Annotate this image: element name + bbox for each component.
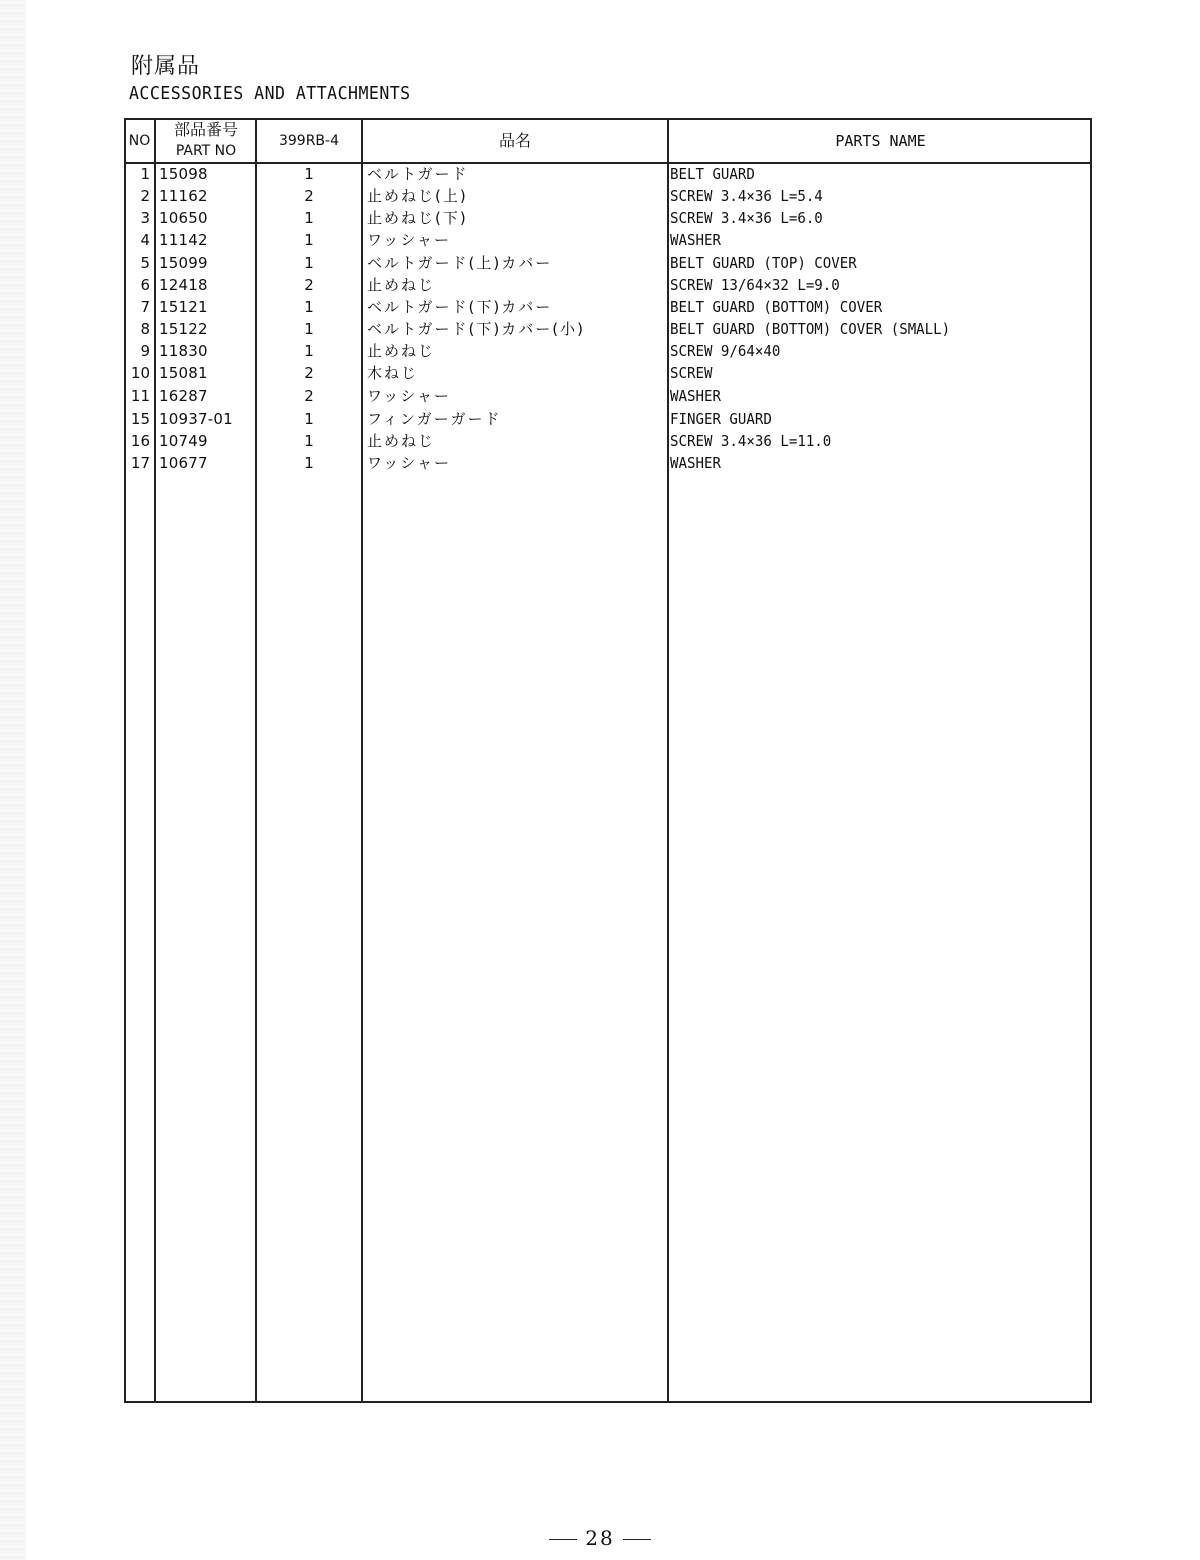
part-name-english: SCREW 9/64×40 <box>670 342 781 360</box>
part-number: 11142 <box>159 231 208 249</box>
part-name-english: WASHER <box>670 387 721 405</box>
quantity: 1 <box>304 209 314 227</box>
quantity: 2 <box>304 187 314 205</box>
row-number: 11 <box>130 387 150 405</box>
part-number: 11830 <box>159 342 208 360</box>
part-number: 10650 <box>159 209 208 227</box>
part-number: 12418 <box>159 276 208 294</box>
part-name-english: WASHER <box>670 231 721 249</box>
table-row <box>124 452 1092 474</box>
table-row <box>124 385 1092 407</box>
header-part-no-english: PART NO <box>175 143 237 159</box>
part-number: 10749 <box>159 432 208 450</box>
quantity: 2 <box>304 387 314 405</box>
row-number: 9 <box>140 342 150 360</box>
quantity: 1 <box>304 165 314 183</box>
table-row <box>124 229 1092 251</box>
part-number: 15122 <box>159 320 208 338</box>
part-number: 16287 <box>159 387 208 405</box>
row-number: 15 <box>130 410 150 428</box>
part-name-english: BELT GUARD (TOP) COVER <box>670 254 857 272</box>
page-number-left-dash <box>549 1539 577 1540</box>
row-number: 3 <box>140 209 150 227</box>
part-number: 10677 <box>159 454 208 472</box>
table-row <box>124 340 1092 362</box>
table-row <box>124 408 1092 430</box>
row-number: 7 <box>140 298 150 316</box>
part-name-japanese: ベルトガード(上)カバー <box>367 254 553 272</box>
page-number-value: 28 <box>585 1526 615 1550</box>
part-name-japanese: 止めねじ <box>367 342 436 360</box>
part-name-english: BELT GUARD (BOTTOM) COVER (SMALL) <box>670 320 951 338</box>
header-model: 399RB-4 <box>278 133 339 149</box>
row-number: 2 <box>140 187 150 205</box>
part-number: 15099 <box>159 254 208 272</box>
quantity: 2 <box>304 364 314 382</box>
table-row <box>124 274 1092 296</box>
quantity: 1 <box>304 432 314 450</box>
part-number: 15081 <box>159 364 208 382</box>
part-name-japanese: フィンガーガード <box>367 410 502 428</box>
table-row <box>124 362 1092 384</box>
row-number: 5 <box>140 254 150 272</box>
quantity: 1 <box>304 410 314 428</box>
part-name-english: BELT GUARD <box>670 165 755 183</box>
row-number: 4 <box>140 231 150 249</box>
part-name-english: SCREW 3.4×36 L=11.0 <box>670 432 832 450</box>
table-row <box>124 252 1092 274</box>
part-name-english: SCREW 3.4×36 L=6.0 <box>670 209 823 227</box>
quantity: 1 <box>304 320 314 338</box>
page-number-right-dash <box>623 1539 651 1540</box>
table-row <box>124 207 1092 229</box>
header-no: NO <box>128 133 151 149</box>
quantity: 1 <box>304 342 314 360</box>
header-parts-name: PARTS NAME <box>835 132 926 150</box>
row-number: 17 <box>130 454 150 472</box>
part-name-english: SCREW 13/64×32 L=9.0 <box>670 276 840 294</box>
part-name-english: FINGER GUARD <box>670 410 772 428</box>
part-number: 15098 <box>159 165 208 183</box>
page-title-japanese: 附属品 <box>131 54 201 79</box>
part-name-japanese: ベルトガード <box>367 165 469 183</box>
row-number: 10 <box>130 364 150 382</box>
part-name-english: WASHER <box>670 454 721 472</box>
part-name-japanese: 止めねじ <box>367 276 436 294</box>
part-name-english: BELT GUARD (BOTTOM) COVER <box>670 298 883 316</box>
row-number: 6 <box>140 276 150 294</box>
part-name-english: SCREW <box>670 364 713 382</box>
quantity: 1 <box>304 298 314 316</box>
quantity: 1 <box>304 231 314 249</box>
header-name-japanese: 品名 <box>498 131 531 150</box>
table-row <box>124 430 1092 452</box>
part-name-japanese: ベルトガード(下)カバー <box>367 298 553 316</box>
part-number: 15121 <box>159 298 208 316</box>
part-name-japanese: ワッシャー <box>367 231 451 249</box>
scan-edge-texture <box>0 0 26 1560</box>
table-row <box>124 296 1092 318</box>
part-name-japanese: 木ねじ <box>367 364 419 382</box>
part-number: 10937-01 <box>159 410 233 428</box>
part-name-english: SCREW 3.4×36 L=5.4 <box>670 187 823 205</box>
quantity: 2 <box>304 276 314 294</box>
table-row <box>124 163 1092 185</box>
part-name-japanese: ベルトガード(下)カバー(小) <box>367 320 585 338</box>
page-title-english: ACCESSORIES AND ATTACHMENTS <box>129 83 411 104</box>
quantity: 1 <box>304 254 314 272</box>
header-part-no-japanese: 部品番号 <box>173 120 238 139</box>
page-number <box>520 1526 680 1550</box>
quantity: 1 <box>304 454 314 472</box>
table-row <box>124 318 1092 340</box>
part-name-japanese: 止めねじ(下) <box>367 209 468 227</box>
row-number: 8 <box>140 320 150 338</box>
part-number: 11162 <box>159 187 208 205</box>
row-number: 16 <box>130 432 150 450</box>
row-number: 1 <box>140 165 150 183</box>
table-row <box>124 185 1092 207</box>
part-name-japanese: 止めねじ(上) <box>367 187 468 205</box>
part-name-japanese: 止めねじ <box>367 432 436 450</box>
part-name-japanese: ワッシャー <box>367 387 451 405</box>
part-name-japanese: ワッシャー <box>367 454 451 472</box>
